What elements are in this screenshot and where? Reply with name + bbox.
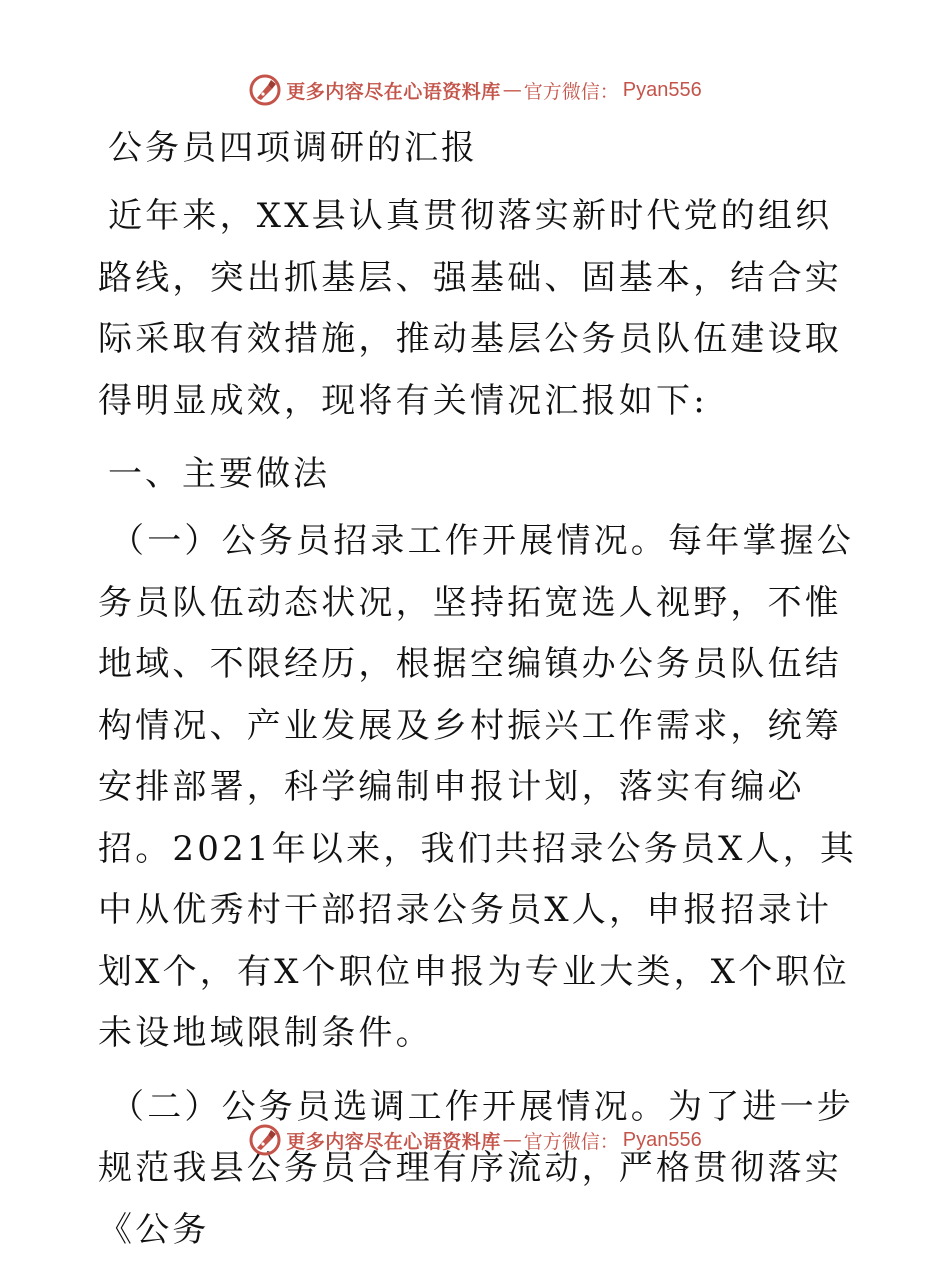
pen-nib-logo-icon: [248, 1123, 282, 1157]
footer-watermark: [0, 1120, 950, 1160]
item-paragraph-recruitment: （一）公务员招录工作开展情况。每年掌握公务员队伍动态状况，坚持拓宽选人视野，不惟地域、不限经历，根据空编镇办公务员队伍结构情况、产业发展及乡村振兴工作需求，统筹安排部署，科学编制申报计划，落实有编必招。2021年以来，我们共招录公务员X人，其中从优秀村干部招录公务员X人，申报招录计划X个，有X个职位申报为专业大类，X个职位未设地域限制条件。: [98, 521, 858, 1053]
watermark-separator: —: [502, 1129, 522, 1151]
watermark-brand-text: 更多内容尽在心语资料库: [286, 80, 501, 103]
watermark-separator: —: [502, 79, 522, 101]
section-heading-main-practices: 一、主要做法: [108, 454, 330, 494]
watermark-wechat-id: Pyan556: [622, 1128, 702, 1151]
watermark-brand-text: 更多内容尽在心语资料库: [286, 1130, 501, 1153]
pen-nib-logo-icon: [248, 73, 282, 107]
item-paragraph-transfer: （二）公务员选调工作开展情况。为了进一步规范我县公务员合理有序流动，严格贯彻落实《公务: [98, 1086, 854, 1250]
document-title: 公务员四项调研的汇报: [108, 128, 478, 168]
document-body: [98, 118, 868, 1273]
watermark-wechat-id: Pyan556: [622, 78, 702, 101]
intro-paragraph: 近年来，XX县认真贯彻落实新时代党的组织路线，突出抓基层、强基础、固基本，结合实际采取有效措施，推动基层公务员队伍建设取得明显成效，现将有关情况汇报如下:: [98, 196, 842, 421]
watermark-wechat-label: 官方微信：: [523, 80, 619, 103]
watermark-wechat-label: 官方微信：: [523, 1130, 619, 1153]
header-watermark: [0, 70, 950, 110]
